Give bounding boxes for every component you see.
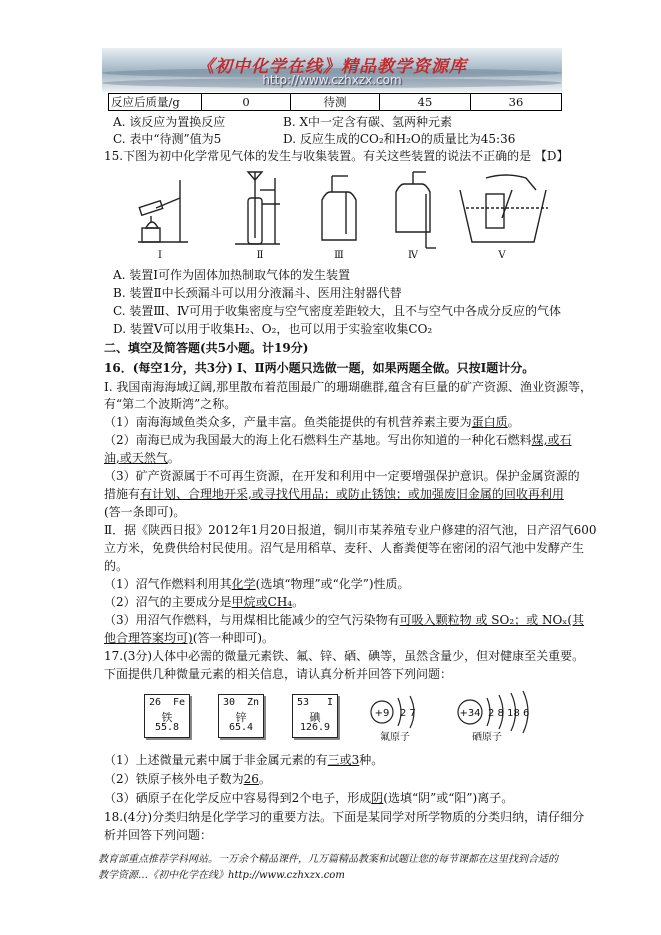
q15-option-b: B. 装置Ⅱ中长颈漏斗可以用分液漏斗、医用注射器代替 bbox=[113, 286, 402, 300]
apparatus-v-drawing bbox=[460, 175, 548, 242]
q18-stem-line2: 析并回答下列问题： bbox=[104, 828, 213, 842]
element-symbol: Fe bbox=[172, 697, 185, 708]
q17-a1-answer: 三或3 bbox=[327, 753, 360, 767]
q16-t3-answer: 可吸入颗粒物 或 SO₂；或 NOₓ(其 bbox=[399, 613, 585, 627]
element-mass: 55.8 bbox=[154, 722, 180, 733]
q16-p2-line3: 的。 bbox=[104, 559, 129, 573]
selenium-shells: 2 8 18 6 bbox=[488, 708, 530, 719]
q17-a1-end: 种。 bbox=[359, 753, 384, 767]
q16-t2-answer: 甲烷或CH₄ bbox=[231, 595, 293, 609]
q16-p2-line2: 立方米，免费供给村民使用。沼气是用稻草、麦秆、人畜粪便等在密闭的沼气池中发酵产生 bbox=[104, 541, 585, 555]
table-cell: 45 bbox=[380, 94, 471, 111]
site-banner bbox=[102, 48, 562, 92]
selenium-label: 硒原子 bbox=[472, 732, 502, 742]
q17-stem-line1: 17.(3分)人体中必需的微量元素铁、氟、锌、硒、碘等，虽然含量少，但对健康至关重要。 bbox=[104, 649, 585, 663]
q16-t1-answer: 化学 bbox=[231, 577, 256, 591]
q16-t2 bbox=[104, 594, 304, 610]
element-number: 26 bbox=[149, 697, 162, 708]
q16-t3-cont bbox=[104, 630, 274, 646]
q16-s2 bbox=[104, 432, 571, 448]
q14-option-c: C. 表中“待测”值为5 bbox=[113, 132, 222, 146]
footer-line1: 教育部重点推荐学科网站。一万余个精品课件，几万篇精品教案和试题让您的每节课都在这里找到合适的 bbox=[98, 854, 558, 865]
element-number: 30 bbox=[223, 697, 236, 708]
q14-option-a: A. 该反应为置换反应 bbox=[113, 115, 226, 129]
q16-t1-text: （1）沼气作燃料利用其 bbox=[104, 577, 232, 591]
selenium-nucleus: +34 bbox=[459, 708, 481, 719]
q15-option-d: D. 装置Ⅴ可以用于收集H₂、O₂，也可以用于实验室收集CO₂ bbox=[113, 322, 433, 336]
element-symbol: Zn bbox=[246, 697, 259, 708]
element-card-zn bbox=[218, 694, 264, 738]
q17-a3-text: （3）硒原子在化学反应中容易得到2个电子，形成 bbox=[104, 791, 372, 805]
q16-s1 bbox=[104, 414, 520, 430]
table-cell: 待测 bbox=[291, 94, 380, 111]
element-card-i bbox=[292, 694, 338, 738]
q16-s2-end: 。 bbox=[167, 451, 180, 465]
element-name: 碘 bbox=[309, 711, 321, 724]
q16-t1 bbox=[104, 576, 410, 592]
q16-s2-answer: 油,或天然气 bbox=[104, 451, 168, 465]
q16-stem: 16．(每空1分，共3分) Ⅰ、Ⅱ两小题只选做一题，如果两题全做。只按Ⅰ题计分。 bbox=[104, 361, 535, 375]
q14-option-d: D. 反应生成的CO₂和H₂O的质量比为45:36 bbox=[283, 132, 516, 146]
q16-s1-text: （1）南海海域鱼类众多，产量丰富。鱼类能提供的有机营养素主要为 bbox=[104, 415, 472, 429]
apparatus-i-drawing bbox=[138, 180, 188, 242]
q16-s3-text: 措施有 bbox=[104, 487, 141, 501]
q15-option-c: C. 装置Ⅲ、Ⅳ可用于收集密度与空气密度差距较大，且不与空气中各成分反应的气体 bbox=[113, 304, 561, 318]
banner-url[interactable]: http://www.czhxzx.com bbox=[262, 73, 402, 87]
q17-a1-text: （1）上述微量元素中属于非金属元素的有 bbox=[104, 753, 328, 767]
q16-s2-answer: 煤,或石 bbox=[531, 433, 572, 447]
q18-stem-line1: 18.(4分)分类归纳是化学学习的重要方法。下面是某同学对所学物质的分类归纳，请仔细分 bbox=[104, 810, 585, 824]
banner-title: 《初中化学在线》精品教学资源库 bbox=[197, 57, 467, 77]
atom-structure-figure bbox=[360, 688, 560, 742]
section-heading: 二、填空及简答题(共5小题。计19分) bbox=[104, 341, 309, 355]
element-name: 锌 bbox=[235, 711, 247, 724]
q17-a2 bbox=[104, 771, 271, 787]
q16-t3 bbox=[104, 612, 584, 628]
q16-t1-end: (选填“物理”或“化学”)性质。 bbox=[255, 577, 410, 591]
q17-a3-answer: 阴 bbox=[371, 791, 384, 805]
q15-option-a: A. 装置Ⅰ可作为固体加热制取气体的发生装置 bbox=[113, 268, 351, 282]
q16-s1-answer: 蛋白质 bbox=[471, 415, 508, 429]
apparatus-label: Ⅱ bbox=[256, 250, 264, 260]
fluorine-nucleus: +9 bbox=[374, 708, 390, 719]
table-cell: 36 bbox=[471, 94, 562, 111]
q14-option-b: B. X中一定含有碳、氢两种元素 bbox=[283, 115, 452, 129]
fluorine-label: 氟原子 bbox=[380, 732, 410, 742]
element-symbol: I bbox=[326, 697, 333, 708]
q16-s3-line2 bbox=[104, 486, 564, 502]
q16-t2-text: （2）沼气的主要成分是 bbox=[104, 595, 232, 609]
gas-apparatus-figure bbox=[130, 168, 550, 260]
element-mass: 126.9 bbox=[299, 722, 331, 733]
q16-s3-answer: 有计划、合理地开采,或寻找代用品；或防止锈蚀；或加强废旧金属的回收再利用 bbox=[140, 487, 564, 501]
element-mass: 65.4 bbox=[228, 722, 254, 733]
q15-stem: 15.下图为初中化学常见气体的发生与收集装置。有关这些装置的说法不正确的是 【D】 bbox=[104, 149, 569, 163]
q17-a2-text: （2）铁原子核外电子数为 bbox=[104, 772, 244, 786]
q17-a1 bbox=[104, 752, 383, 768]
table-row bbox=[109, 94, 562, 111]
footer-line2[interactable]: 教学资源…《初中化学在线》http://www.czhxzx.com bbox=[98, 870, 345, 881]
q16-s2-cont bbox=[104, 450, 180, 466]
q16-s3-note: (答一条即可)。 bbox=[104, 505, 186, 519]
apparatus-label: Ⅴ bbox=[498, 250, 506, 260]
element-card-fe bbox=[144, 694, 190, 738]
element-number: 53 bbox=[297, 697, 310, 708]
apparatus-label: Ⅰ bbox=[158, 250, 162, 260]
q16-s2-text: （2）南海已成为我国最大的海上化石燃料生产基地。写出你知道的一种化石燃料 bbox=[104, 433, 532, 447]
q16-s1-end: 。 bbox=[507, 415, 520, 429]
q16-t3-end: (答一种即可)。 bbox=[192, 631, 275, 645]
fluorine-shells: 2 7 bbox=[400, 708, 416, 719]
page-footer bbox=[98, 852, 558, 884]
table-cell: 0 bbox=[202, 94, 291, 111]
apparatus-iv-drawing bbox=[396, 172, 436, 248]
apparatus-label: Ⅲ bbox=[334, 250, 344, 260]
q16-s3-line1: （3）矿产资源属于不可再生资源，在开发和利用中一定要增强保护意识。保护金属资源的 bbox=[104, 469, 580, 483]
apparatus-label: Ⅳ bbox=[408, 250, 418, 260]
mass-table bbox=[108, 93, 562, 111]
q16-t3-text: （3）用沼气作燃料，与用煤相比能减少的空气污染物有 bbox=[104, 613, 400, 627]
q16-p2-line1: Ⅱ．据《陕西日报》2012年1月20日报道，铜川市某养殖专业户修建的沼气池，日产沼气600 bbox=[104, 523, 597, 537]
q17-a3-end: (选填“阴”或“阳”)离子。 bbox=[383, 791, 514, 805]
q17-stem-line2: 下面提供几种微量元素的相关信息，请认真分析并回答下列问题： bbox=[104, 667, 453, 681]
element-name: 铁 bbox=[161, 711, 173, 724]
table-cell-label: 反应后质量/g bbox=[109, 94, 202, 111]
apparatus-ii-drawing bbox=[235, 172, 280, 244]
q16-t3-answer: 他合理答案均可) bbox=[104, 631, 193, 645]
q17-a3 bbox=[104, 790, 513, 806]
q17-a2-answer: 26 bbox=[243, 772, 259, 786]
q16-p1-line2: 有“第二个波斯湾”之称。 bbox=[104, 397, 237, 411]
q17-a2-end: 。 bbox=[258, 772, 271, 786]
q16-p1-line1: Ⅰ. 我国南海海域辽阔,那里散布着范围最广的珊瑚礁群,蕴含有巨量的矿产资源、渔业资源等， bbox=[104, 380, 593, 394]
apparatus-iii-drawing bbox=[322, 176, 356, 240]
q16-t2-end: 。 bbox=[292, 595, 305, 609]
